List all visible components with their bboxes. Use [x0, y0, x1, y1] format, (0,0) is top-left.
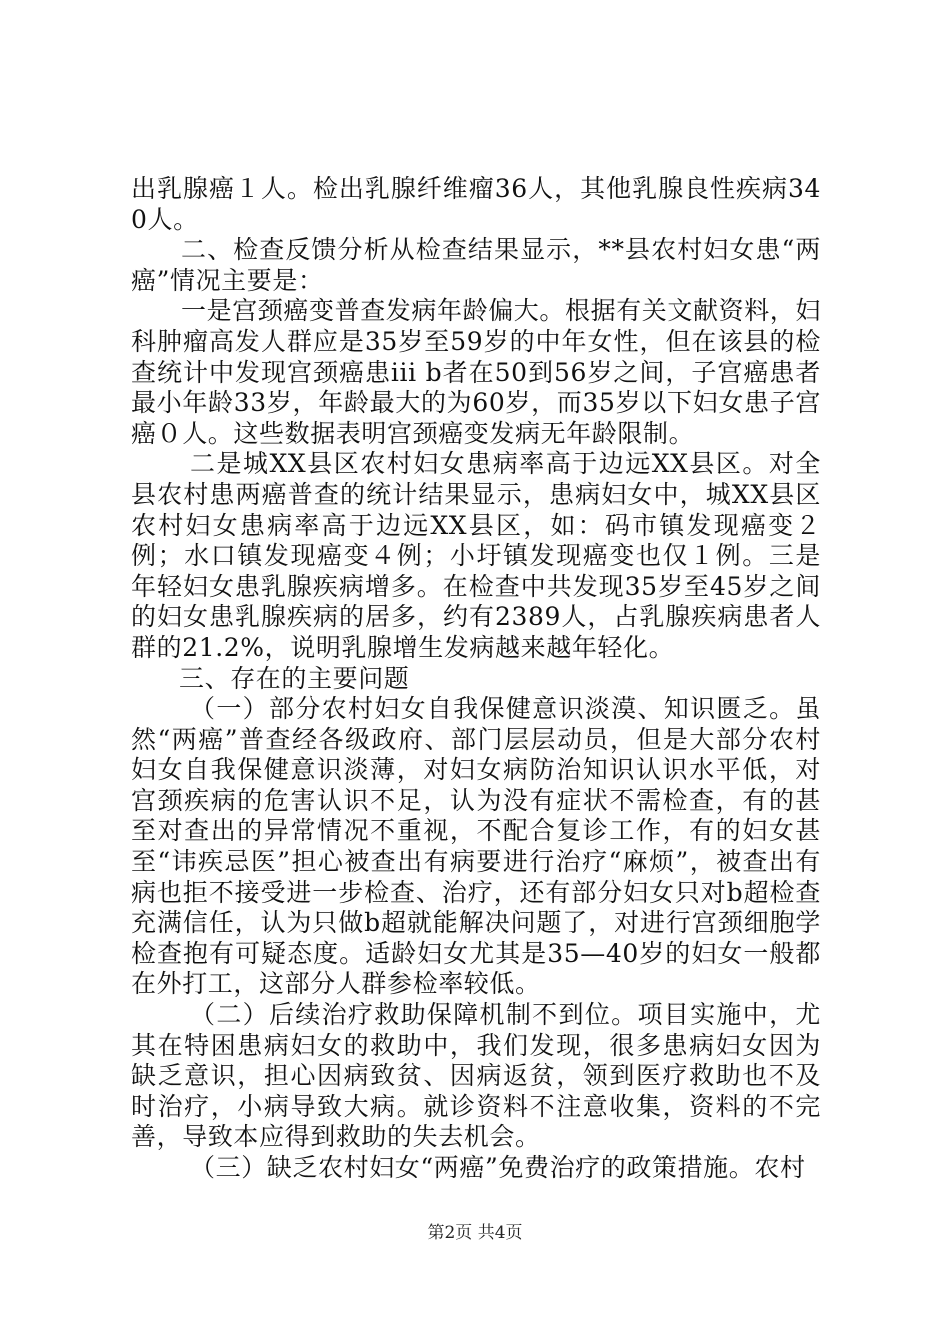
paragraph-problem-three: （三）缺乏农村妇女“两癌”免费治疗的政策措施。农村: [190, 1153, 806, 1182]
paragraph-finding-one: 一是宫颈癌变普查发病年龄偏大。根据有关文献资料，妇科肿瘤高发人群应是35岁至59岁的中年女性，但在该县的检查统计中发现宫颈癌患iii b者在50到56岁之间，子宫癌患者最小年龄33岁，年龄最大的为60岁，而35岁以下妇女患子宫癌０人。这些数据表明宫颈癌变发病无年龄限制。: [131, 296, 822, 448]
paragraph-section-two-heading: 二、检查反馈分析从检查结果显示，**县农村妇女患“两癌”情况主要是：: [131, 235, 821, 295]
paragraph-continuation: 出乳腺癌１人。检出乳腺纤维瘤36人，其他乳腺良性疾病340人。: [131, 174, 821, 234]
section-three-heading: 三、存在的主要问题: [179, 663, 410, 693]
paragraph-problem-two: （二）后续治疗救助保障机制不到位。项目实施中，尤其在特困患病妇女的救助中，我们发现，很多患病妇女因为缺乏意识，担心因病致贫、因病返贫，领到医疗救助也不及时治疗，小病导致大病。就诊资料不注意收集，资料的不完善，导致本应得到救助的失去机会。: [131, 1000, 821, 1152]
document-body: [131, 174, 821, 1184]
paragraph-problem-one: （一）部分农村妇女自我保健意识淡漠、知识匮乏。虽然“两癌”普查经各级政府、部门层层动员，但是大部分农村妇女自我保健意识淡薄，对妇女病防治知识认识水平低，对宫颈疾病的危害认识不足，认为没有症状不需检查，有的甚至对查出的异常情况不重视，不配合复诊工作，有的妇女甚至“讳疾忌医”担心被查出有病要进行治疗“麻烦”，被查出有病也拒不接受进一步检查、治疗，还有部分妇女只对b超检查充满信任，认为只做b超就能解决问题了，对进行宫颈细胞学检查抱有可疑态度。适龄妇女尤其是35—40岁的妇女一般都在外打工，这部分人群参检率较低。: [131, 694, 821, 999]
page-number-footer: 第2页 共4页: [427, 1223, 523, 1243]
paragraph-finding-two-three: 二是城XX县区农村妇女患病率高于边远XX县区。对全县农村患两癌普查的统计结果显示，患病妇女中，城XX县区农村妇女患病率高于边远XX县区，如：码市镇发现癌变２例；水口镇发现癌变４例；小圩镇发现癌变也仅１例。三是年轻妇女患乳腺疾病增多。在检查中共发现35岁至45岁之间的妇女患乳腺疾病的居多，约有2389人，占乳腺疾病患者人群的21.2%，说明乳腺增生发病越来越年轻化。: [131, 449, 821, 662]
